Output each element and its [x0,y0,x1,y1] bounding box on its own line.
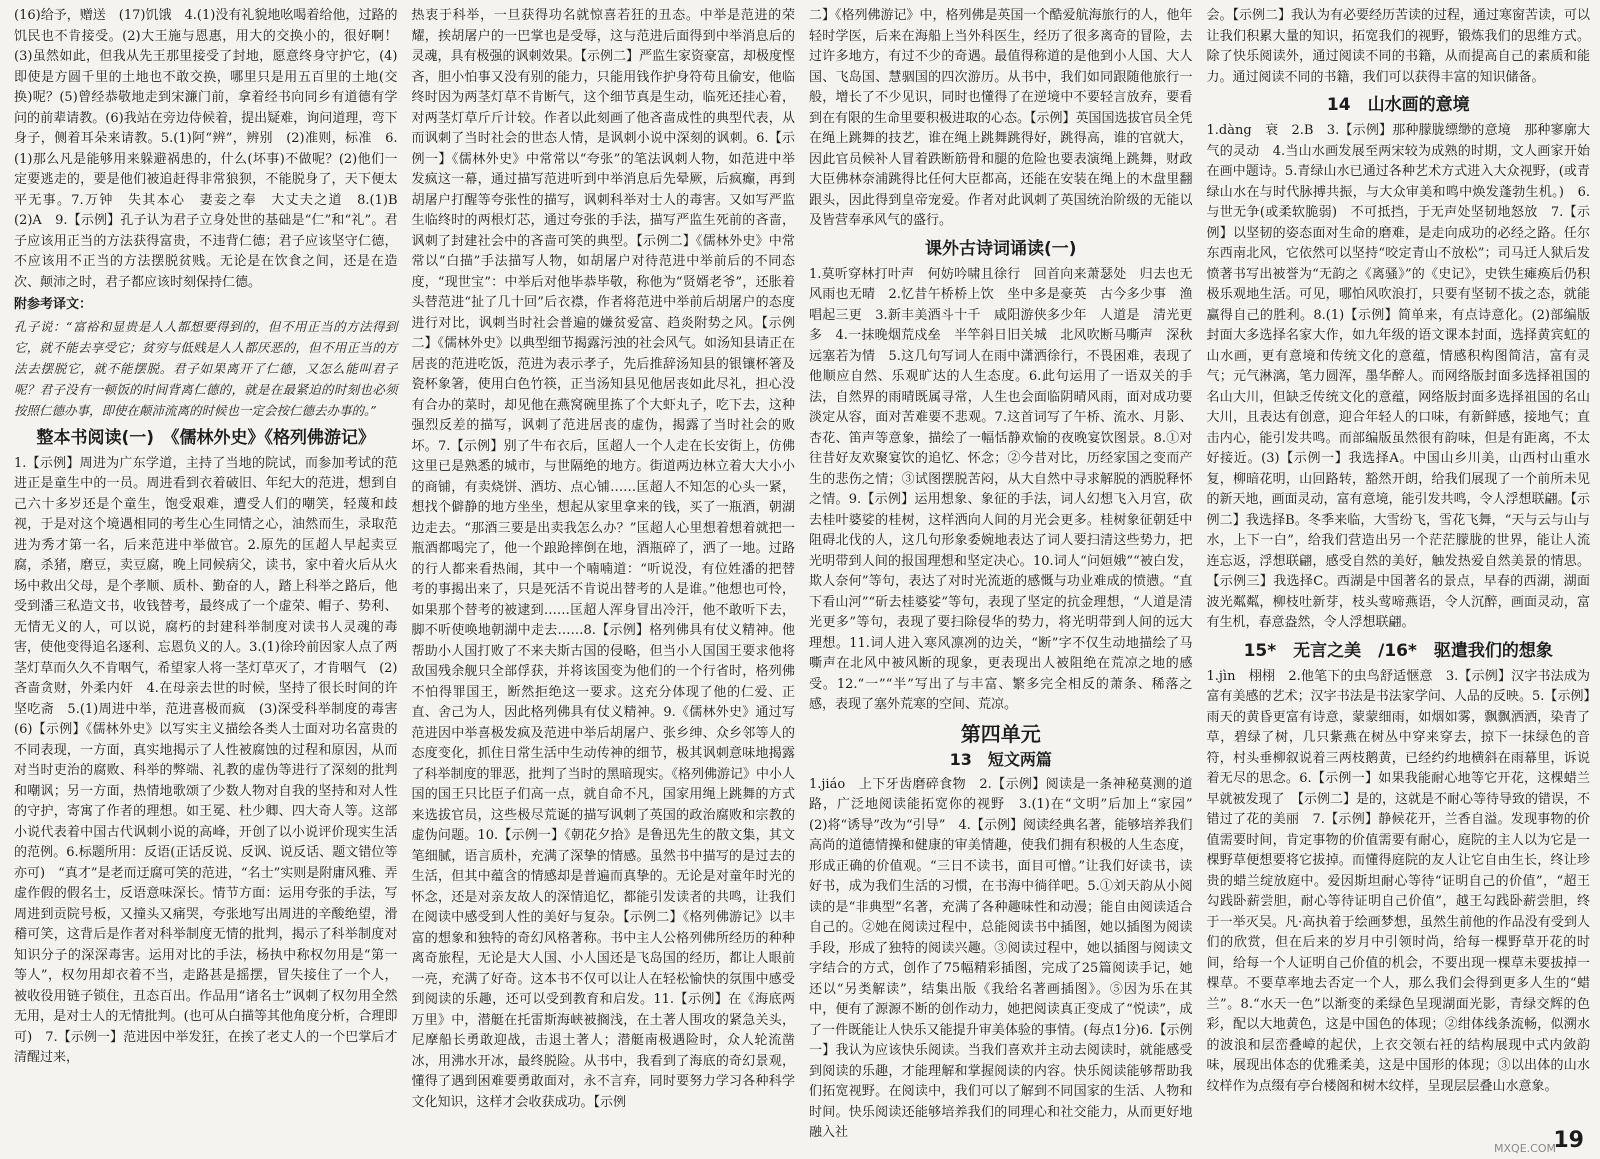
column-1 [14,6,411,1146]
answer-text: 热衷于科举，一旦获得功名就惊喜若狂的丑态。中举是范进的荣耀，挨胡屠户的一巴掌也是受辱，这与范进后面得到中举消息后的灵魂，具有极强的讽刺效果。【示例二】严监生家资豪富，却极度悭吝，胆小怕事又没有别的能力，只能用钱作护身符苟且偷安，他临终时因为两茎灯草不肯断气，这个细节真是生动，临死还挂心着，对两茎灯草斤斤计较。作者以此刻画了他吝啬成性的典型代表，从而讽刺了当时社会的世态人情，是讽刺小说中深刻的讽刺。6.【示例一】《儒林外史》中常常以“夸张”的笔法讽刺人物，如范进中举发疯这一幕，通过描写范进听到中举消息后先晕厥，后疯癫，再到胡屠户打醒等夸张性的描写，讽刺科举对士人的毒害。又如写严监生临终时的两根灯芯，通过夸张的手法，描写严监生死前的吝啬，讽刺了封建社会中的吝啬可笑的典型。【示例二】《儒林外史》中常常以“白描”手法描写人物，如胡屠户对待范进中举前后的不同态度，“现世宝”：中举后对他毕恭毕敬，称他为“贤婿老爷”，还胀着头替范进“扯了几十回”后衣襟，作者将范进中举前后胡屠户的态度进行对比，讽刺当时社会普遍的嫌贫爱富、趋炎附势之风。【示例二】《儒林外史》以典型细节揭露污浊的社会风气。如汤知县请正在居丧的范进吃饭，范进为表示孝子，先后推辞汤知县的银镶杯箸及瓷杯象箸，使用白色竹筷，正当汤知县见他居丧如此尽礼，担心没有合办的菜时，却见他在燕窝碗里拣了个大虾丸子，吃下去，这种强烈反差的描写，讽刺了范进居丧的虚伪，揭露了当时社会的败坏。7.【示例】别了牛布衣后，匡超人一个人走在长安街上，仿佛这里已是熟悉的城市，与世隔绝的地方。街道两边林立着大大小小的商铺，有卖烧饼、酒坊、点心铺……匡超人不知怎的心头一紧，想找个僻静的地方坐坐，想起从家里拿来的钱，买了一瓶酒，朝湖边走去。“那酒三要是出卖我怎么办？”匡超人心里想着想着就把一瓶酒都喝完了，他一个踉跄摔倒在地，酒瓶碎了，洒了一地。过路的行人都来看热闹，其中一个喃喃道：“听说没，有位姓潘的把替考的事揭出来了，只是死活不肯说出替考的人是谁。”他想也可怜，如果那个替考的被逮到……匡超人浑身冒出冷汗，他不敢听下去，脚不听使唤地朝湖中走去……8.【示例】格列佛具有仗义精神。他帮助小人国打败了不来夫斯古国的侵略，但当小人国国王要求他将敌国残余舰只全部俘获，并将该国变为他们的一个行省时，格列佛不怕得罪国王，断然拒绝这一要求。这充分体现了他的仁爱、正直、舍己为人，因此格列佛具有仗义精神。9.《儒林外史》通过写范进因中举喜极发疯及范进中举后胡屠户、张乡绅、众乡邻等人的态度变化，抓住日常生活中生动传神的细节，极其讽刺意味地揭露了科举制度的罪恶，批判了当时的黑暗现实。《格列佛游记》中小人国的国王只比臣子们高一点，就自命不凡，国家用绳上跳舞的方式来选拔官员，这些极尽荒诞的描写讽刺了英国的政治腐败和宗教的虚伪问题。10.【示例一】《朝花夕拾》是鲁迅先生的散文集，其文笔细腻，语言质朴，充满了深挚的情感。虽然书中描写的是过去的生活，但其中蕴含的情感却是普遍而真挚的。无论是对童年时光的怀念，还是对亲友故人的深情追忆，都能引发读者的共鸣，让我们在阅读中感受到人性的美好与复杂。【示例二】《格列佛游记》以丰富的想象和独特的奇幻风格著称。书中主人公格列佛所经历的种种离奇旅程，无论是大人国、小人国还是飞岛国的经历，都让人眼前一亮，充满了好奇。这本书不仅可以让人在轻松愉快的氛围中感受到阅读的乐趣，还可以受到教育和启发。11.【示例】在《海底两万里》中，潜艇在托雷斯海峡被搁浅，在土著人围攻的紧急关头，尼摩船长勇敢迎战，击退土著人；潜艇南极遇险时，众人轮流凿冰，用沸水开冰，最终脱险。从书中，我看到了海底的奇幻景观，懂得了遇到困难要勇敢面对，永不言弃，同时要努力学习各种科学文化知识，这样才会收获成功。【示例 [411,8,796,1110]
watermark: MXQE.COM [1494,1142,1556,1155]
lesson-title: 13 短文两篇 [949,749,1052,769]
lesson-title: 15* 无言之美 /16* 驱遣我们的想象 [1243,640,1553,661]
answer-text: 1.dàng 衰 2.B 3.【示例】那种朦胧缥缈的意境 那种寥廓大气的灵动 4.当山水画发展至两宋较为成熟的时期，文人画家开始在画中题诗。5.青绿山水已通过各种艺术方式进入大众视野，(或青绿山水在与时代脉搏共振，与大众审美和鸣中焕发蓬勃生机。) 6.与世无争(或柔软脆弱) 不可抵挡，于无声处坚韧地怒放 7.【示例】以坚韧的姿态面对生命的磨难，是走向成功的必经之路。任尔东西南北风，它依然可以坚持“咬定青山不放松”；司马迁人狱后发愤著书写出被誉为“无韵之《离骚》”的《史记》，史铁生瘫痪后仍积极乐观地生活。可见，哪怕风吹浪打，只要有坚韧不拔之态，就能赢得自己的胜利。8.(1)【示例】简单来，有点诗意化。(2)部编版封面大多选择名家大作，如九年级的语文课本封面，选择黄宾虹的山水画，更有意境和传统文化的意蕴，情感积构图简洁，富有灵气；元气淋漓，笔力圆浑，墨华醉人。而网络版封面多选择祖国的名山大川，但缺乏传统文化的意蕴，网络版封面多选择祖国的名山大川，且表达有创意，迎合年轻人的口味，有新鲜感，接地气；直击内心，能引发共鸣。而部编版虽然很有韵味，但是有距离，不太好接近。(3)【示例一】我选择A。中国山乡川美，山西村山重水复，柳暗花明，山回路转，豁然开朗，给我们展现了一个前所未见的新天地，画面灵动，富有意境，能引发共鸣，令人浮想联翩。【示例二】我选择B。冬季来临，大雪纷飞，雪花飞舞，“天与云与山与水，上下一白”，给我们营造出另一个茫茫朦胧的世界，能让人流连忘返，浮想联翩，感受自然的美好，触发热爱自然美景的情思。【示例三】我选择C。西湖是中国著名的景点，早春的西湖，湖面波光粼粼，柳枝吐新芽，枝头莺啼燕语，令人沉醉，画面灵动，富有生机，春意盎然，令人浮想联翩。 [1206,123,1591,630]
column-2 [412,6,796,1146]
lesson-title: 14 山水画的意境 [1326,95,1470,115]
section-title: 整本书阅读(一) 《儒林外史》《格列佛游记》 [36,427,376,448]
answer-text: 1.【示例】周进为广东学道，主持了当地的院试，而参加考试的范进正是童生中的一员。周进看到衣着破旧、年纪大的范进，想到自己六十多岁还是个童生，饱受艰难，遭受人们的嘲笑，轻蔑和歧视，于是对这个境遇相同的考生心生同情之心，油然而生，录取范进为秀才第一名，后来范进中举做官。2.原先的匡超人早起卖豆腐，杀猪，磨豆，卖豆腐，晚上同候病父，读书，家中着火后从火场中救出父母，是个孝顺、质朴、勤奋的人，踏上科举之路后，他受到潘三私造文书，收钱替考，最终成了一个虚荣、帽子、势利、无情无义的人，可以说，腐朽的封建科举制度对读书人灵魂的毒害，使他变得追名逐利、忘恩负义的人。3.(1)徐玲前因家人点了两茎灯草而久久不肯咽气，希望家人将一茎灯草灭了，才肯咽气 (2)吝啬贪财，外柔内奸 4.在母亲去世的时候，坚持了很长时间的许坚吃斋 5.(1)周进中举，范进喜极而疯 (3)深受科举制度的毒害 (6)【示例】《儒林外史》以写实主义描绘各类人士面对功名富贵的不同表现，一方面，真实地揭示了人性被腐蚀的过程和原因，从而对当时吏治的腐败、科举的弊端、礼教的虚伪等进行了深刻的批判和嘲讽；另一方面，热情地歌颂了少数人物对自我的坚持和对人性的守护，寄寓了作者的理想。如王冕、杜少卿、四大奇人等。这部小说代表着中国古代讽刺小说的高峰，开创了以小说评价现实生活的范例。6.标题所用：反语(正话反说、反讽、说反话、题文错位等亦可) “真才”是老而迂腐可笑的范进，“名士”实则是附庸风雅、弄虚作假的假名士，反语意味深长。情节方面：运用夸张的手法，写周进到贡院号板，又撞头又痛哭，夸张地写出周进的辛酸绝望，滑稽可笑，这背后是作者对科举制度无情的批判，揭示了科举制度对知识分子的深深毒害。运用对比的手法，杨执中称权勿用是“第一等人”，权勿用却衣着不当，走路甚是摇摆，冒失接住了一个人，被收役用链子锁住，丑态百出。作品用“诸名士”讽刺了权勿用全然无用，是对士人的无情批判。(也可从白描等其他角度分析，合理即可) 7.【示例一】范进因中举发狂，在挨了老丈人的一个巴掌后才清醒过来， [14,455,411,1065]
reference-translation-text: 孔子说：“富裕和显贵是人人都想要得到的，但不用正当的方法得到它，就不能去享受它；贫穷与低贱是人人都厌恶的，但不用正当的方法去摆脱它，就不能摆脱。君子如果离开了仁德，又怎么能叫君子呢？君子没有一顿饭的时间背离仁德的，就是在最紧迫的时刻也必须按照仁德办事，即使在颠沛流离的时候也一定会按仁德去办事的。” [14,318,398,418]
answer-text: (16)给予，赠送 (17)饥饿 4.(1)没有礼貌地吆喝着给他，过路的饥民也不肯接受。(2)大王施与恩惠，用大的交换小的，很好啊！(3)虽然如此，但我从先王那里接受了封地，愿意终身守护它，(4)即使是方圆千里的土地也不敢交换，哪里只是用五百里的土地(交换)呢？(5)曾经恭敬地走到宋濂门前，拿着经书向同乡有道德有学问的前辈请教。(6)我站在旁边侍候着，提出疑难，询问道理，弯下身子，侧着耳朵来请教。5.(1)阿“辨”，辨别 (2)准则，标准 6.(1)那么凡是能够用来躲避祸患的，什么(坏事)不做呢？(2)他们一定要逃走的，要是他们被追赶得非常狼狈，不能脱身了，天下便太平无事。7.万钟 失其本心 妻妾之奉 大丈夫之道 8.(1)B (2)A 9.【示例】孔子认为君子立身处世的基础是“仁”和“礼”。君子应该用正当的方法获得富贵，不违背仁德；君子应该坚守仁德，不应该用不正当的方法摆脱贫贱。无论是在饮食之间，还是在造次、颠沛之时，君子都应该时刻保持仁德。 [14,8,411,290]
reference-translation-heading: 附参考译文： [14,297,93,312]
section-title: 课外古诗词诵读(一) [924,238,1077,259]
column-4 [1207,6,1591,1146]
answer-text: 1.莫听穿林打叶声 何妨吟啸且徐行 回首向来萧瑟处 归去也无风雨也无晴 2.忆昔午桥桥上饮 坐中多是豪英 古今多少事 渔唱起三更 3.新丰美酒斗十千 咸阳游侠多少年 人道是 清光更多 4.一抹晚烟荒戍垒 半竿斜日旧关城 北风吹断马嘶声 深秋远塞若为情 5.这几句写词人在雨中潇洒徐行，不畏困难，表现了他顺应自然、乐观旷达的人生态度。6.此句运用了一语双关的手法，自然界的雨晴既属寻常，人生也会面临阴晴风雨，面对成功要淡定从容，面对苦难要不悲观。7.这首词写了午桥、流水、月影、杏花、笛声等意象，描绘了一幅恬静欢愉的夜晚宴饮图景。8.①对往昔好友欢聚宴饮的追忆、怀念；②今昔对比，历经家国之变而产生的悲伤之情；③试图摆脱苦闷，从大自然中寻求解脱的洒脱释怀之情。9.【示例】运用想象、象征的手法，词人幻想飞入月宫，砍去桂叶婆娑的桂树，这样洒向人间的月光会更多。桂树象征朝廷中阻碍北伐的人，这几句形象委婉地表达了词人要扫清这些势力，把光明带到人间的报国理想和坚定决心。10.词人“问姮娥”“被白发，欺人奈何”等句，表达了对时光流逝的感慨与功业难成的愤懑。“直下看山河”“斫去桂婆娑”等句，表现了坚定的抗金理想，“人道是清光更多”等句，表现了要扫除侵华的势力，将光明带到人间的远大理想。11.词人进入寒风凛冽的边关，“断”字不仅生动地描绘了马嘶声在北风中被风断的现象，更表现出人被阻绝在荒凉之地的感受。12.“一”“半”写出了与丰富、繁多完全相反的萧条、稀落之感，表现了塞外荒寒的空间、荒凉。 [809,266,1193,712]
column-3 [809,6,1206,1146]
unit-title: 第四单元 [960,721,1041,746]
answer-text: 会。【示例二】我认为有必要经历苦读的过程，通过寒窗苦读，可以让我们积累大量的知识，拓宽我们的视野，锻炼我们的思维方式。除了快乐阅读外，通过阅读不同的书籍，从而提高自己的素质和能力。通过阅读不同的书籍，我们可以获得丰富的知识储备。 [1206,8,1591,85]
answer-text: 二】《格列佛游记》中，格列佛是英国一个酷爱航海旅行的人，他年轻时学医，后来在海船上当外科医生，经历了很多离奇的冒险，去过许多地方，有过不少的奇遇。最值得称道的是他到小人国、大人国、飞岛国、慧骃国的四次游历。从书中，我们如同跟随他旅行一般，增长了不少见识，同时也懂得了在逆境中不要轻言放弃，要看到在有限的生命里要积极进取的心态。【示例】英国国选拔官员全凭在绳上跳舞的技艺，谁在绳上跳舞跳得好，跳得高，谁的官就大，因此官员候补人冒着跌断筋骨和腿的危险也要表演绳上跳舞，财政大臣佛林奈浦跳得比任何大臣都高，还能在安装在绳上的木盘里翻跟头，因此得到皇帝宠爱。作者对此讽刺了英国统治阶级的无能以及皆营奉承风气的盛行。 [809,8,1193,228]
answer-text: 1.jiáo 上下牙齿磨碎食物 2.【示例】阅读是一条神秘莫测的道路，广泛地阅读能拓宽你的视野 3.(1)在“文明”后加上“家园” (2)将“诱导”改为“引导” 4.【示例】阅读经典名著，能够培养我们高尚的道德情操和健康的审美情趣，使我们拥有积极的人生态度，形成正确的价值观。“三日不读书，面目可憎。”让我们好读书，读好书，成为我们生活的习惯，在书海中徜徉吧。5.①刘天韵从小阅读的是“非典型”名著，充满了各种趣味性和动漫；能自由阅读适合自己的。②她在阅读过程中，总能阅读书中插图，她以插图为阅读手段，形成了独特的阅读兴趣。③阅读过程中，她以插图与阅读文字结合的方式，创作了75幅精彩插图，完成了25篇阅读手记，她还以“另类解读”，结集出版《我给名著画插图》。⑤因为乐在其中，便有了源源不断的创作动力，她把阅读真正变成了“悦读”，成了一件既能让人快乐又能提升审美体验的事情。(每点1分)6.【示例一】我认为应该快乐阅读。当我们喜欢并主动去阅读时，就能感受到阅读的乐趣，才能理解和掌握阅读的内容。快乐阅读能够帮助我们拓宽视野。在阅读中，我们可以了解到不同国家的生活、人物和时间。快乐阅读还能够培养我们的同理心和社交能力，从而更好地融入社 [809,776,1206,1140]
answer-text: 1.jìn 栩栩 2.他笔下的虫鸟舒适惬意 3.【示例】汉字书法成为富有美感的艺术；汉字书法是书法家学问、人品的反映。5.【示例】雨天的黄昏更富有诗意，蒙蒙细雨，如烟如雾，飘飘洒洒，染青了草，碧绿了树，几只紫燕在树丛中穿来穿去，掠下一抹绿色的音符，村头垂柳叙说着三两枝鹅黄，已经约约地横斜在雨幕里，诉说着无尽的思念。6.【示例一】如果我能耐心地等它开花，这棵蜡兰早就被发现了 【示例二】是的，这就是不耐心等待导致的错误，不错过了花的美丽 7.【示例】静候花开，兰香自溢。发现事物的价值需要时间，肯定事物的价值需要有耐心，庭院的主人以为它是一棵野草便想要将它拔掉。而懂得庭院的友人让它自由生长，终让珍贵的蜡兰绽放庭中。爱因斯坦耐心等待“证明自己的价值”，“超王勾践卧薪尝胆，耐心等待证明自己价值”，越王勾践卧薪尝胆，终于一举灭吴。凡·高执着于绘画梦想，虽然生前他的作品没有受到人们的欣赏，但在后来的岁月中引领时尚，给每一棵野草开花的时间，给每一个人证明自己价值的机会，不要出现一棵草未要拔掉一棵草。不要草率地去否定一个人，那么我们会得到更多人生的“蜡兰”。8.“水天一色”以渐变的柔绿色呈现湖面光影，青绿交辉的色彩，配以大地黄色，这是中国色的体现；②绀体线条流畅，似溯水的波浪和层峦叠嶂的起伏，上衣交领右衽的结构展现中式内敛韵味，展现出体态的优雅柔美，这是中国形的体现；③以出体的山水纹样作为点缀有亭台楼阁和树木纹样，呈现层层叠山水意象。 [1206,668,1591,1094]
page-number: 19 [1553,1128,1584,1153]
